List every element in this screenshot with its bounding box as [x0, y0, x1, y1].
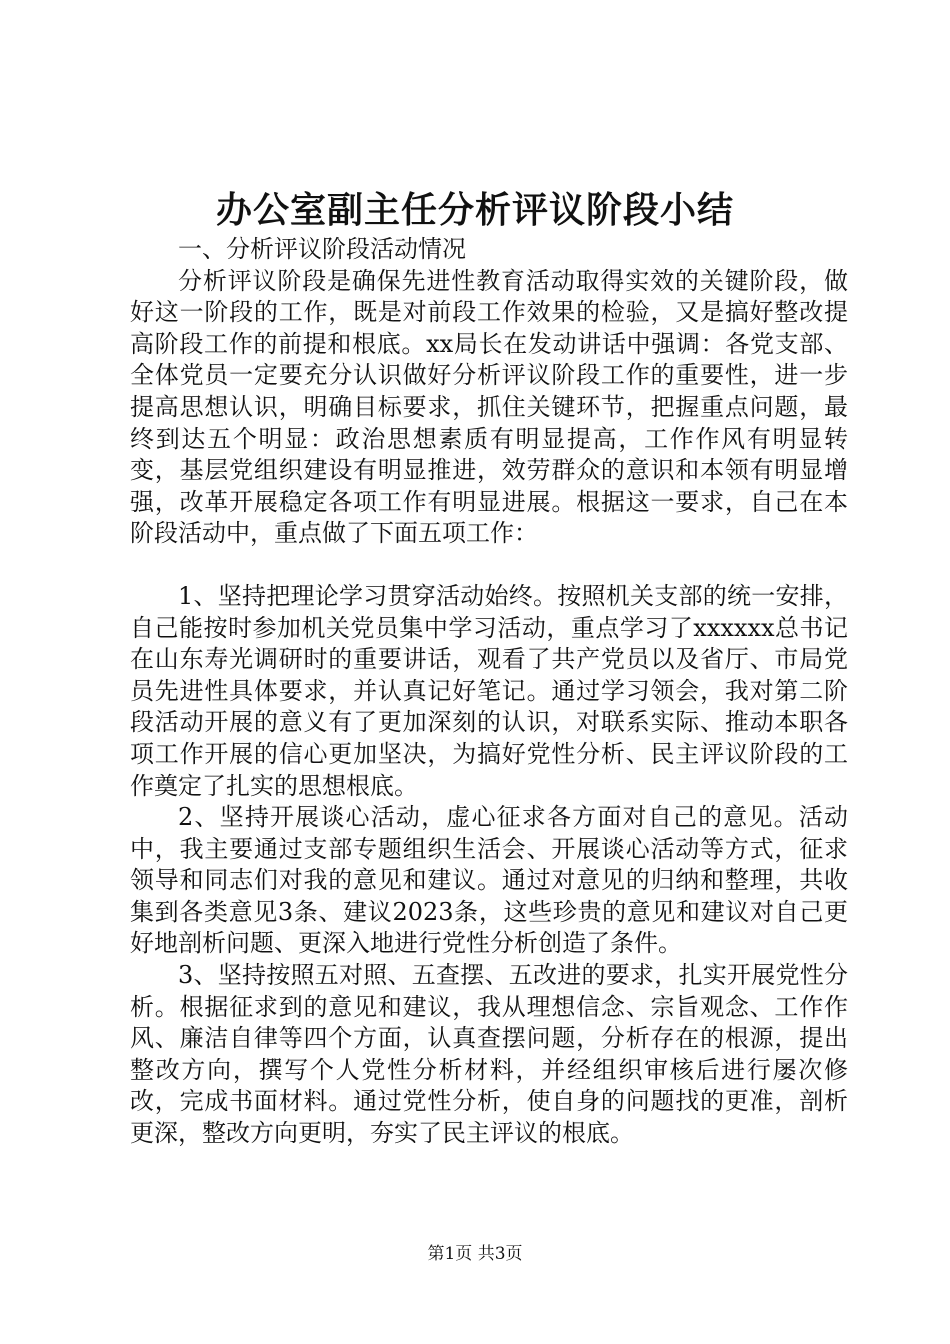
page-footer: 第1页 共3页 — [427, 1244, 523, 1264]
paragraph-item-1: 1、坚持把理论学习贯穿活动始终。按照机关支部的统一安排，自己能按时参加机关党员集中学习活动，重点学习了xxxxxx总书记在山东寿光调研时的重要讲话，观看了共产党员以及省厅、市局党员先进性具体要求，并认真记好笔记。通过学习领会，我对第二阶段活动开展的意义有了更加深刻的认识，对联系实际、推动本职各项工作开展的信心更加坚决，为搞好党性分析、民主评议阶段的工作奠定了扎实的思想根底。 — [130, 581, 848, 800]
section-heading: 一、分析评议阶段活动情况 — [178, 235, 466, 263]
paragraph-item-3: 3、坚持按照五对照、五查摆、五改进的要求，扎实开展党性分析。根据征求到的意见和建议，我从理想信念、宗旨观念、工作作风、廉洁自律等四个方面，认真查摆问题，分析存在的根源，提出整改方向，撰写个人党性分析材料，并经组织审核后进行屡次修改，完成书面材料。通过党性分析，使自身的问题找的更准，剖析更深，整改方向更明，夯实了民主评议的根底。 — [130, 961, 848, 1148]
document-title: 办公室副主任分析评议阶段小结 — [215, 189, 734, 231]
paragraph-intro: 分析评议阶段是确保先进性教育活动取得实效的关键阶段，做好这一阶段的工作，既是对前段工作效果的检验，又是搞好整改提高阶段工作的前提和根底。xx局长在发动讲话中强调：各党支部、全体党员一定要充分认识做好分析评议阶段工作的重要性，进一步提高思想认识，明确目标要求，抓住关键环节，把握重点问题，最终到达五个明显：政治思想素质有明显提高，工作作风有明显转变，基层党组织建设有明显推进，效劳群众的意识和本领有明显增强，改革开展稳定各项工作有明显进展。根据这一要求，自己在本阶段活动中，重点做了下面五项工作： — [130, 266, 848, 548]
paragraph-item-2: 2、坚持开展谈心活动，虚心征求各方面对自己的意见。活动中，我主要通过支部专题组织生活会、开展谈心活动等方式，征求领导和同志们对我的意见和建议。通过对意见的归纳和整理，共收集到各类意见3条、建议2023条，这些珍贵的意见和建议对自己更好地剖析问题、更深入地进行党性分析创造了条件。 — [130, 803, 848, 958]
document-body — [130, 234, 848, 1150]
